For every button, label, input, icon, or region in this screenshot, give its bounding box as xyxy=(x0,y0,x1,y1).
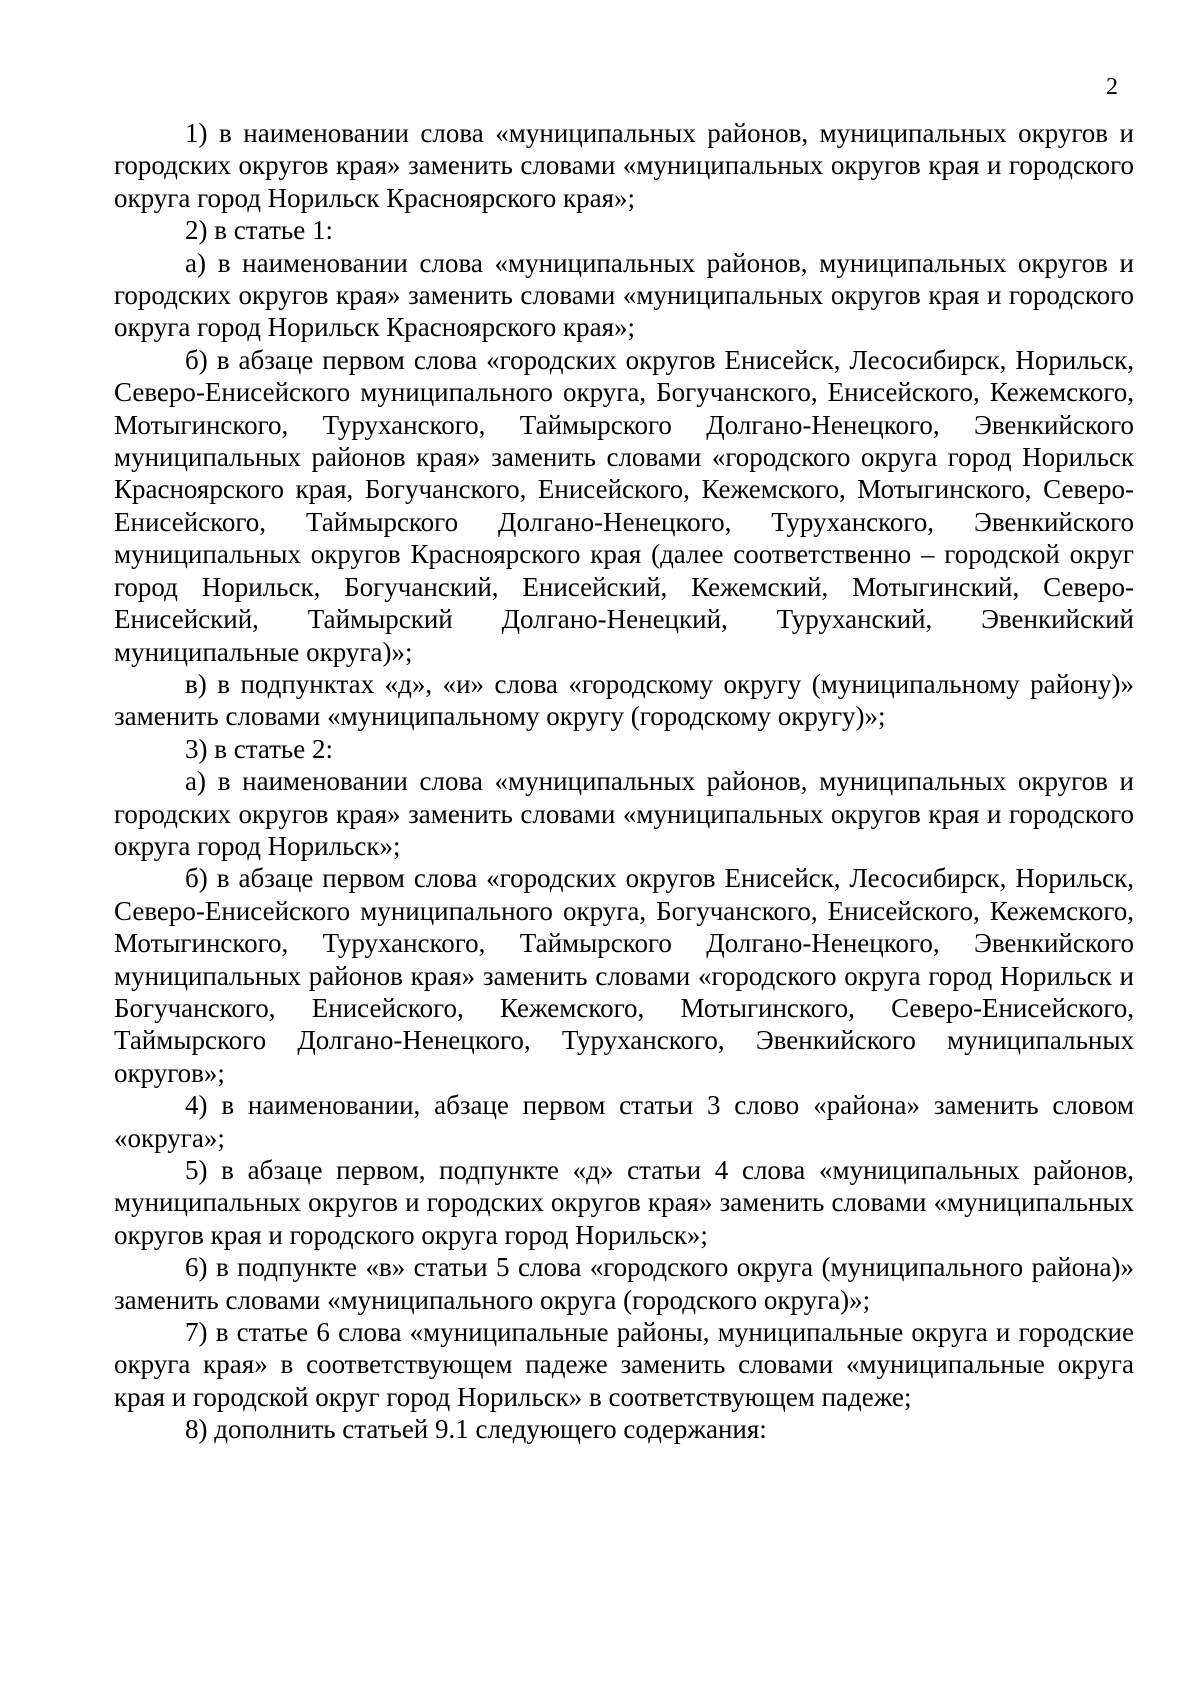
paragraph-item-7: 7) в статье 6 слова «муниципальные районы, муниципальные округа и городские округа края» в соответствующем падеже заменить словами «муниципальные округа края и городской округ город Норильск» в соответствующем падеже; xyxy=(114,1317,1134,1412)
paragraph-subitem-2v: в) в подпунктах «д», «и» слова «городскому округу (муниципальному району)» заменить словами «муниципальному округу (городскому округу)»; xyxy=(114,668,1134,732)
paragraph-item-4: 4) в наименовании, абзаце первом статьи 3 слово «района» заменить словом «округа»; xyxy=(114,1090,1134,1153)
paragraph-item-8: 8) дополнить статьей 9.1 следующего содержания: xyxy=(185,1414,767,1445)
paragraph-item-5: 5) в абзаце первом, подпункте «д» статьи 4 слова «муниципальных районов, муниципальных округов и городских округов края» заменить словами «муниципальных округов края и городского округа город Норильск»; xyxy=(114,1155,1134,1250)
paragraph-subitem-2a: а) в наименовании слова «муниципальных районов, муниципальных округов и городских округов края» заменить словами «муниципальных округов края и городского округа город Норильск Красноярского края»; xyxy=(114,247,1134,343)
paragraph-item-6: 6) в подпункте «в» статьи 5 слова «городского округа (муниципального района)» заменить словами «муниципального округа (городского округа)»; xyxy=(114,1252,1134,1315)
paragraph-item-3: 3) в статье 2: xyxy=(185,733,333,764)
paragraph-subitem-3b: б) в абзаце первом слова «городских округов Енисейск, Лесосибирск, Норильск, Северо-Енисейского муниципального округа, Богучанского, Енисейского, Кежемского, Мотыгинского, Туруханского, Таймырского Долгано-Ненецкого, Эвенкийского муниципальных районов края» заменить словами «городского округа город Норильск и Богучанского, Енисейского, Кежемского, Мотыгинского, Северо-Енисейского, Таймырского Долгано-Ненецкого, Туруханского, Эвенкийского муниципальных округов»; xyxy=(114,863,1134,1088)
document-body xyxy=(114,117,1134,1446)
paragraph-item-1: 1) в наименовании слова «муниципальных районов, муниципальных округов и городских округов края» заменить словами «муниципальных округов края и городского округа город Норильск Красноярского края»; xyxy=(114,118,1134,213)
page-number: 2 xyxy=(1106,74,1118,100)
paragraph-subitem-2b: б) в абзаце первом слова «городских округов Енисейск, Лесосибирск, Норильск, Северо-Енисейского муниципального округа, Богучанского, Енисейского, Кежемского, Мотыгинского, Туруханского, Таймырского Долгано-Ненецкого, Эвенкийского муниципальных районов края» заменить словами «городского округа город Норильск Красноярского края, Богучанского, Енисейского, Кежемского, Мотыгинского, Северо-Енисейского, Таймырского Долгано-Ненецкого, Туруханского, Эвенкийского муниципальных округов Красноярского края (далее соответственно – городской округ город Норильск, Богучанский, Енисейский, Кежемский, Мотыгинский, Северо-Енисейский, Таймырский Долгано-Ненецкий, Туруханский, Эвенкийский муниципальные округа)»; xyxy=(114,344,1134,667)
paragraph-item-2: 2) в статье 1: xyxy=(185,215,333,246)
paragraph-subitem-3a: а) в наименовании слова «муниципальных районов, муниципальных округов и городских округов края» заменить словами «муниципальных округов края и городского округа город Норильск»; xyxy=(114,766,1134,861)
